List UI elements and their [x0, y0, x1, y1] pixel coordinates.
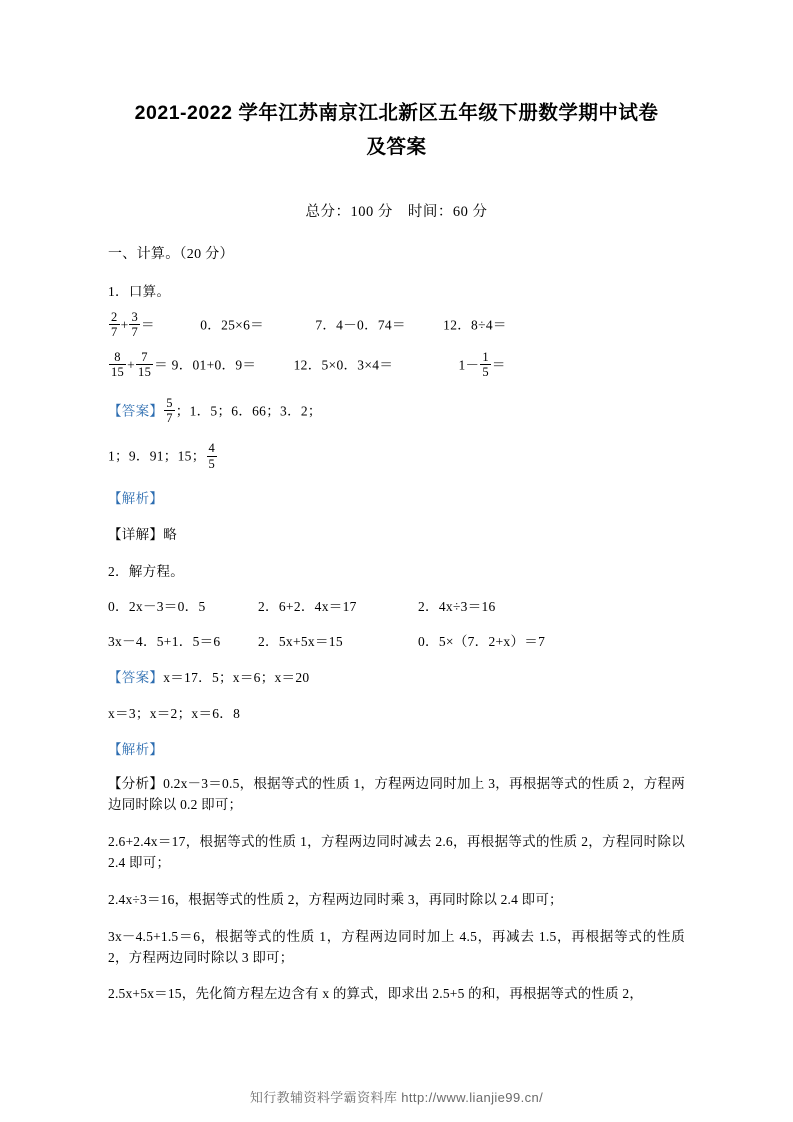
answer-prefix: 1；9．91；15；	[108, 448, 206, 464]
question-1-label: 1．口算。	[108, 284, 171, 299]
fraction: $\frac{4}{5}$	[208, 441, 216, 471]
question-2-explain-tag: 【解析】	[108, 742, 164, 757]
question-2-answer-cont: x＝3；x＝2；x＝6．8	[108, 706, 241, 721]
plus-sign: +	[120, 317, 129, 333]
question-2-analysis-4: 3x－4.5+1.5＝6，根据等式的性质 1，方程两边同时加上 4.5，再减去 1.5，再根据等式的性质 2，方程两边同时除以 3 即可；	[108, 928, 685, 965]
fraction: $\frac{7}{15}$	[138, 349, 152, 380]
q2-item-1: 0．2x－3＝0．5	[108, 599, 206, 614]
question-1-row-1	[108, 310, 685, 340]
q1-item-2: 0．25×6＝	[200, 317, 264, 333]
title-line-1: 2021-2022 学年江苏南京江北新区五年级下册数学期中试卷	[134, 102, 659, 124]
question-2-row-1	[108, 595, 685, 615]
fraction: $\frac{3}{7}$	[131, 310, 139, 340]
question-2-answer	[108, 666, 685, 686]
exam-meta: 总分：100 分 时间：60 分	[305, 204, 488, 220]
plus-sign: +	[127, 357, 136, 373]
question-2-analysis-5: 2.5x+5x＝15，先化简方程左边含有 x 的算式，即求出 2.5+5 的和，再根据等式的性质 2，	[108, 986, 644, 1002]
answer-tag: 【答案】	[108, 403, 164, 418]
equals-sign: ＝	[154, 357, 168, 373]
equals-sign: ＝	[141, 317, 155, 333]
q2-item-3: 2．4x÷3＝16	[418, 599, 496, 614]
q1-item-4: 12．8÷4＝	[443, 317, 507, 333]
q1-item-6: 9．01+0．9＝	[171, 357, 257, 373]
fraction: $\frac{5}{7}$	[166, 395, 173, 425]
answer-rest: ；1．5；6．66；3．2；	[175, 403, 322, 418]
question-2-row-2	[108, 630, 685, 650]
answer-tag: 【答案】	[108, 670, 164, 685]
q2-item-6: 0．5×（7．2+x）＝7	[418, 634, 546, 649]
q2-item-4: 3x－4．5+1．5＝6	[108, 634, 221, 649]
question-2-label: 2．解方程。	[108, 564, 185, 579]
question-2-analysis: 【分析】0.2x－3＝0.5，根据等式的性质 1，方程两边同时加上 3，再根据等式的性质 2，方程两边同时除以 0.2 即可；	[108, 776, 685, 812]
question-1-detail: 【详解】略	[108, 527, 177, 542]
q2-item-5: 2．5x+5x＝15	[258, 634, 343, 649]
fraction-expression	[108, 310, 155, 340]
fraction: $\frac{8}{15}$	[111, 349, 125, 380]
q1-item-7: 12．5×0．3×4＝	[293, 357, 394, 373]
footer-watermark: 知行教辅资料学霸资料库 http://www.lianjie99.cn/	[249, 1090, 544, 1105]
q2-item-2: 2．6+2．4x＝17	[258, 599, 357, 614]
question-1-answer	[108, 396, 685, 426]
answer-text: x＝17．5；x＝6；x＝20	[163, 670, 310, 685]
question-2-analysis-3: 2.4x÷3＝16，根据等式的性质 2，方程两边同时乘 3，再同时除以 2.4 即可；	[108, 891, 563, 907]
q1-item-8: 1－ $\frac{1}{5}$ ＝	[458, 349, 506, 380]
fraction: $\frac{1}{5}$	[482, 349, 489, 380]
question-2-analysis-2: 2.6+2.4x＝17，根据等式的性质 1，方程两边同时减去 2.6，再根据等式的性质 2，方程同时除以 2.4 即可；	[108, 833, 685, 870]
q1-item-3: 7．4－0．74＝	[315, 317, 406, 333]
section-1-heading: 一、计算。（20 分）	[108, 247, 234, 262]
equals-sign: ＝	[491, 357, 506, 373]
fraction-expression	[108, 350, 168, 380]
title-line-2: 及答案	[366, 136, 427, 158]
question-1-explain-tag: 【解析】	[108, 491, 164, 506]
fraction: $\frac{2}{7}$	[111, 310, 118, 340]
question-1-answer-cont	[108, 441, 685, 471]
page-title	[108, 0, 685, 164]
question-1-row-2	[108, 350, 685, 380]
